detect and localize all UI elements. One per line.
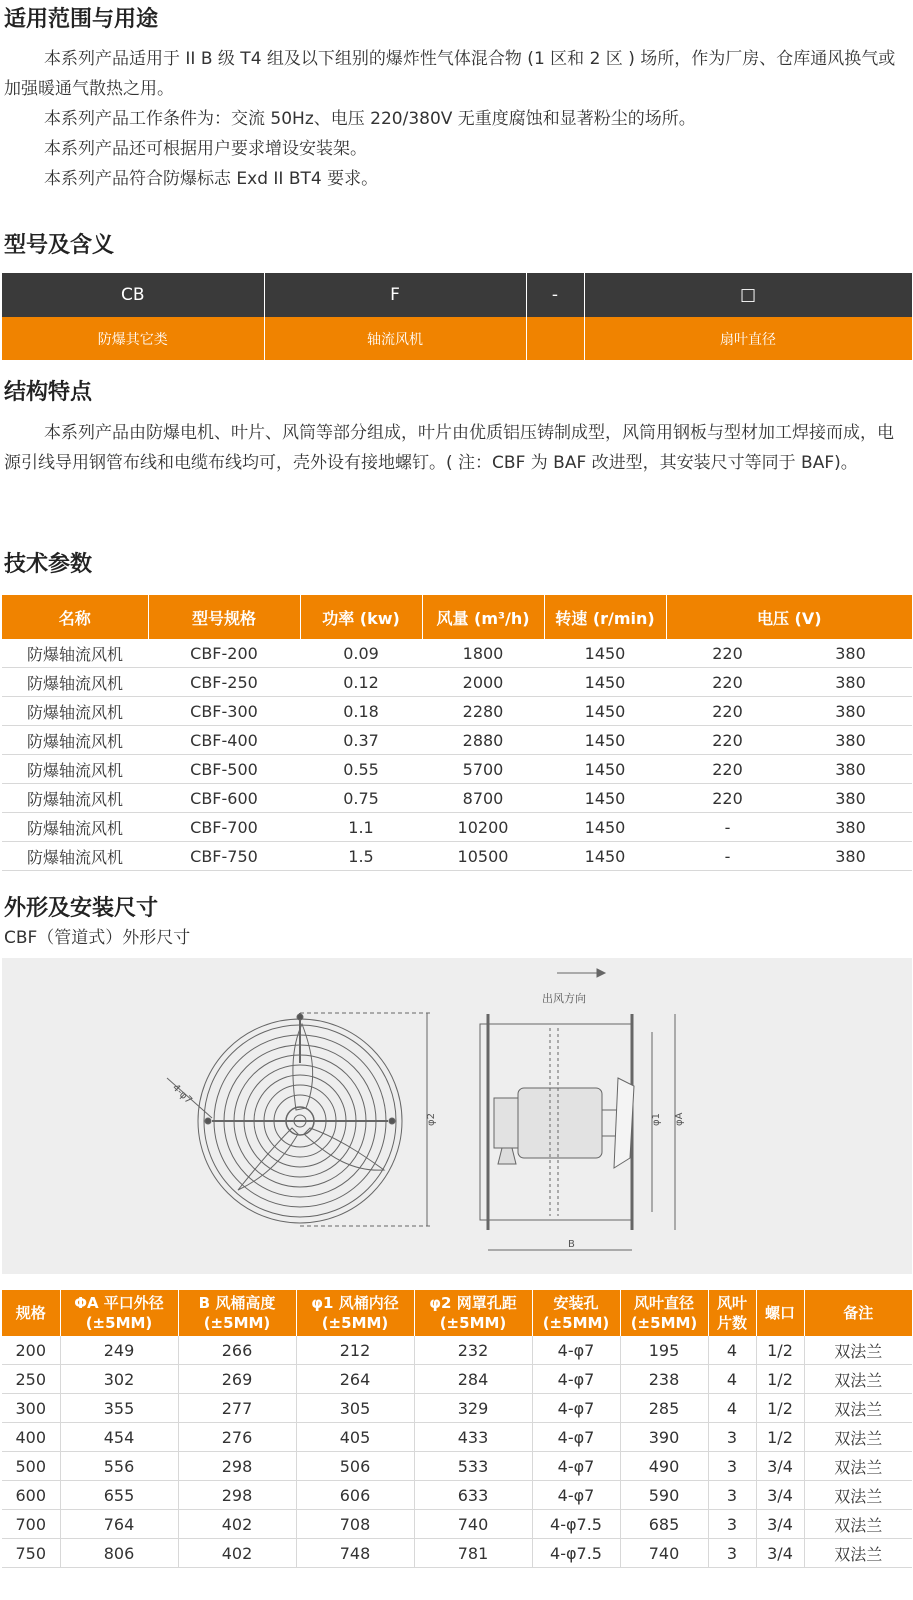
table-cell: 402	[178, 1539, 296, 1568]
table-cell: 806	[60, 1539, 178, 1568]
table-cell: 0.55	[300, 755, 422, 784]
table-cell: 10500	[422, 842, 544, 871]
table-cell: 4	[708, 1336, 756, 1365]
table-cell: 3/4	[756, 1510, 804, 1539]
holes-label: 4-φ7	[169, 1082, 194, 1107]
phiA-label: φA	[674, 1112, 685, 1126]
table-cell: 220	[666, 697, 789, 726]
table-cell: 402	[178, 1510, 296, 1539]
table-cell: 700	[2, 1510, 60, 1539]
table-cell: 4-φ7.5	[532, 1510, 620, 1539]
table-cell: 10200	[422, 813, 544, 842]
table-cell: 380	[789, 842, 912, 871]
table-cell: 600	[2, 1481, 60, 1510]
table-cell: 2880	[422, 726, 544, 755]
table-cell: 4-φ7	[532, 1394, 620, 1423]
table-cell: 750	[2, 1539, 60, 1568]
dims-subheading: CBF（管道式）外形尺寸	[4, 928, 191, 948]
table-cell: 8700	[422, 784, 544, 813]
table-cell: 220	[666, 639, 789, 668]
table-cell: 302	[60, 1365, 178, 1394]
table-cell: 1450	[544, 639, 666, 668]
tech-header-cell: 名称	[2, 595, 148, 639]
scope-body	[4, 44, 909, 194]
table-cell: 266	[178, 1336, 296, 1365]
table-cell: 防爆轴流风机	[2, 668, 148, 697]
table-cell: 4	[708, 1394, 756, 1423]
phi2-label: φ2	[426, 1113, 437, 1126]
tech-header-cell: 型号规格	[148, 595, 300, 639]
table-cell: 1/2	[756, 1423, 804, 1452]
table-cell: 269	[178, 1365, 296, 1394]
table-row	[2, 1365, 912, 1394]
table-cell: 3	[708, 1423, 756, 1452]
table-cell: 685	[620, 1510, 708, 1539]
scope-paragraph: 本系列产品工作条件为：交流 50Hz、电压 220/380V 无重度腐蚀和显著粉尘的场所。	[44, 109, 696, 129]
tech-table-body	[2, 639, 912, 871]
table-cell: 3/4	[756, 1539, 804, 1568]
table-cell: 220	[666, 755, 789, 784]
dims-table-body	[2, 1336, 912, 1568]
table-row	[2, 842, 912, 871]
table-cell: 0.09	[300, 639, 422, 668]
table-cell: 238	[620, 1365, 708, 1394]
table-cell: -	[666, 813, 789, 842]
model-table	[2, 273, 913, 360]
table-cell: 329	[414, 1394, 532, 1423]
table-cell: 1450	[544, 842, 666, 871]
model-heading: 型号及含义	[4, 233, 115, 258]
table-cell: 4-φ7	[532, 1365, 620, 1394]
mount-hole	[205, 1118, 211, 1124]
table-cell: 0.12	[300, 668, 422, 697]
model-code-cell: CB	[2, 273, 264, 317]
table-cell: 220	[666, 668, 789, 697]
model-code-cell: □	[584, 273, 912, 317]
table-cell: 5700	[422, 755, 544, 784]
table-cell: 3	[708, 1481, 756, 1510]
table-cell: 533	[414, 1452, 532, 1481]
structure-paragraph: 本系列产品由防爆电机、叶片、风筒等部分组成，叶片由优质铝压铸制成型，风筒用钢板与型材加工焊接而成，电源引线导用钢管布线和电缆布线均可，壳外设有接地螺钉。( 注：CBF 为 BAF 改进型，其安装尺寸等同于 BAF)。	[4, 423, 894, 473]
fan-drawing-svg	[2, 958, 912, 1274]
table-cell: -	[666, 842, 789, 871]
model-code-row	[2, 273, 912, 317]
table-cell: 0.37	[300, 726, 422, 755]
dims-header-cell: B 风桶高度 (±5MM)	[178, 1290, 296, 1336]
dims-heading: 外形及安装尺寸	[4, 896, 159, 921]
table-cell: 4-φ7	[532, 1481, 620, 1510]
table-cell: 1/2	[756, 1365, 804, 1394]
table-cell: 1/2	[756, 1336, 804, 1365]
phi1-label: φ1	[651, 1113, 662, 1126]
model-meaning-cell: 扇叶直径	[584, 317, 912, 360]
table-cell: 740	[620, 1539, 708, 1568]
table-cell: 298	[178, 1452, 296, 1481]
model-meaning-cell: 轴流风机	[264, 317, 526, 360]
table-cell: 748	[296, 1539, 414, 1568]
table-row	[2, 697, 912, 726]
table-cell: 4-φ7	[532, 1336, 620, 1365]
table-cell: CBF-750	[148, 842, 300, 871]
airflow-arrow-head	[597, 969, 605, 977]
table-cell: 305	[296, 1394, 414, 1423]
table-cell: 380	[789, 755, 912, 784]
table-row	[2, 726, 912, 755]
tech-header-cell: 电压 (V)	[666, 595, 912, 639]
table-cell: 400	[2, 1423, 60, 1452]
table-cell: 双法兰	[804, 1336, 912, 1365]
scope-paragraph: 本系列产品还可根据用户要求增设安装架。	[44, 139, 367, 159]
table-cell: 1450	[544, 813, 666, 842]
table-cell: 250	[2, 1365, 60, 1394]
tech-table	[2, 595, 912, 871]
table-row	[2, 1452, 912, 1481]
dims-header-cell: φ1 风桶内径 (±5MM)	[296, 1290, 414, 1336]
motor-body	[518, 1088, 602, 1158]
table-cell: 708	[296, 1510, 414, 1539]
fan-drawing	[2, 958, 912, 1274]
table-cell: 655	[60, 1481, 178, 1510]
table-cell: 防爆轴流风机	[2, 842, 148, 871]
dims-header-cell: 风叶直径 (±5MM)	[620, 1290, 708, 1336]
table-cell: 740	[414, 1510, 532, 1539]
table-cell: 防爆轴流风机	[2, 697, 148, 726]
scope-paragraph: 本系列产品适用于 II B 级 T4 组及以下组别的爆炸性气体混合物 (1 区和 2 区 ) 场所，作为厂房、仓库通风换气或加强暖通气散热之用。	[4, 49, 896, 99]
table-row	[2, 1336, 912, 1365]
tech-heading: 技术参数	[4, 552, 93, 577]
table-cell: 防爆轴流风机	[2, 726, 148, 755]
airflow-label: 出风方向	[542, 992, 586, 1005]
table-cell: 1.1	[300, 813, 422, 842]
table-cell: 3	[708, 1539, 756, 1568]
model-meaning-cell	[526, 317, 584, 360]
table-cell: 390	[620, 1423, 708, 1452]
table-cell: 380	[789, 784, 912, 813]
table-cell: 0.75	[300, 784, 422, 813]
table-cell: 1450	[544, 668, 666, 697]
table-cell: 1.5	[300, 842, 422, 871]
table-cell: CBF-700	[148, 813, 300, 842]
table-cell: 355	[60, 1394, 178, 1423]
table-cell: 双法兰	[804, 1510, 912, 1539]
dims-header-cell: 规格	[2, 1290, 60, 1336]
table-row	[2, 1394, 912, 1423]
table-cell: 764	[60, 1510, 178, 1539]
table-cell: 4	[708, 1365, 756, 1394]
table-cell: 298	[178, 1481, 296, 1510]
table-cell: 781	[414, 1539, 532, 1568]
model-meaning-row	[2, 317, 912, 360]
table-cell: 防爆轴流风机	[2, 639, 148, 668]
table-cell: 3	[708, 1452, 756, 1481]
table-cell: 433	[414, 1423, 532, 1452]
table-cell: 双法兰	[804, 1481, 912, 1510]
table-cell: 606	[296, 1481, 414, 1510]
mount-hole	[297, 1014, 303, 1020]
table-cell: 3	[708, 1510, 756, 1539]
table-cell: CBF-400	[148, 726, 300, 755]
table-cell: 3/4	[756, 1452, 804, 1481]
tech-header-row	[2, 595, 912, 639]
table-cell: 633	[414, 1481, 532, 1510]
table-cell: 双法兰	[804, 1452, 912, 1481]
table-cell: 380	[789, 813, 912, 842]
table-cell: 220	[666, 726, 789, 755]
table-cell: 276	[178, 1423, 296, 1452]
b-label: B	[568, 1239, 575, 1250]
table-cell: 220	[666, 784, 789, 813]
table-cell: 277	[178, 1394, 296, 1423]
table-cell: 1450	[544, 726, 666, 755]
table-cell: 3/4	[756, 1481, 804, 1510]
table-cell: 454	[60, 1423, 178, 1452]
scope-paragraph: 本系列产品符合防爆标志 Exd II BT4 要求。	[44, 169, 379, 189]
table-row	[2, 668, 912, 697]
table-cell: 2000	[422, 668, 544, 697]
fan-blade	[293, 1024, 313, 1110]
table-cell: CBF-300	[148, 697, 300, 726]
table-cell: 双法兰	[804, 1539, 912, 1568]
table-cell: 200	[2, 1336, 60, 1365]
dims-header-cell: φ2 网罩孔距 (±5MM)	[414, 1290, 532, 1336]
table-cell: 380	[789, 639, 912, 668]
table-cell: 506	[296, 1452, 414, 1481]
table-cell: CBF-500	[148, 755, 300, 784]
table-cell: 防爆轴流风机	[2, 813, 148, 842]
table-cell: 232	[414, 1336, 532, 1365]
model-meaning-cell: 防爆其它类	[2, 317, 264, 360]
dims-header-row	[2, 1290, 912, 1336]
table-cell: 4-φ7	[532, 1452, 620, 1481]
table-cell: 4-φ7	[532, 1423, 620, 1452]
dims-header-cell: 备注	[804, 1290, 912, 1336]
mount-hole	[389, 1118, 395, 1124]
table-cell: 4-φ7.5	[532, 1539, 620, 1568]
table-row	[2, 813, 912, 842]
table-row	[2, 1423, 912, 1452]
table-row	[2, 784, 912, 813]
table-row	[2, 755, 912, 784]
table-cell: CBF-250	[148, 668, 300, 697]
table-cell: 1800	[422, 639, 544, 668]
dims-header-cell: 安装孔 (±5MM)	[532, 1290, 620, 1336]
table-cell: 1450	[544, 755, 666, 784]
table-cell: 0.18	[300, 697, 422, 726]
table-cell: 284	[414, 1365, 532, 1394]
model-code-cell: -	[526, 273, 584, 317]
table-cell: 2280	[422, 697, 544, 726]
table-cell: CBF-600	[148, 784, 300, 813]
table-cell: 249	[60, 1336, 178, 1365]
dims-header-cell: 风叶 片数	[708, 1290, 756, 1336]
table-cell: 285	[620, 1394, 708, 1423]
table-row	[2, 1481, 912, 1510]
structure-body	[4, 418, 909, 478]
table-cell: 380	[789, 668, 912, 697]
table-cell: 双法兰	[804, 1365, 912, 1394]
dims-header-cell: ΦA 平口外径 (±5MM)	[60, 1290, 178, 1336]
tech-header-cell: 功率 (kw)	[300, 595, 422, 639]
table-cell: 防爆轴流风机	[2, 755, 148, 784]
table-cell: CBF-200	[148, 639, 300, 668]
dims-table	[2, 1290, 912, 1568]
table-cell: 212	[296, 1336, 414, 1365]
table-cell: 556	[60, 1452, 178, 1481]
table-row	[2, 1539, 912, 1568]
table-cell: 264	[296, 1365, 414, 1394]
tech-header-cell: 风量 (m³/h)	[422, 595, 544, 639]
table-cell: 1450	[544, 697, 666, 726]
table-cell: 590	[620, 1481, 708, 1510]
table-cell: 双法兰	[804, 1423, 912, 1452]
cable-gland	[498, 1148, 516, 1164]
scope-heading: 适用范围与用途	[4, 7, 159, 32]
table-cell: 380	[789, 697, 912, 726]
table-cell: 防爆轴流风机	[2, 784, 148, 813]
table-cell: 1/2	[756, 1394, 804, 1423]
dims-header-cell: 螺口	[756, 1290, 804, 1336]
model-code-cell: F	[264, 273, 526, 317]
table-cell: 300	[2, 1394, 60, 1423]
structure-heading: 结构特点	[4, 380, 93, 405]
table-cell: 405	[296, 1423, 414, 1452]
table-cell: 490	[620, 1452, 708, 1481]
table-cell: 双法兰	[804, 1394, 912, 1423]
table-row	[2, 639, 912, 668]
tech-header-cell: 转速 (r/min)	[544, 595, 666, 639]
table-cell: 380	[789, 726, 912, 755]
table-cell: 195	[620, 1336, 708, 1365]
junction-box	[494, 1098, 518, 1148]
table-cell: 1450	[544, 784, 666, 813]
table-cell: 500	[2, 1452, 60, 1481]
table-row	[2, 1510, 912, 1539]
